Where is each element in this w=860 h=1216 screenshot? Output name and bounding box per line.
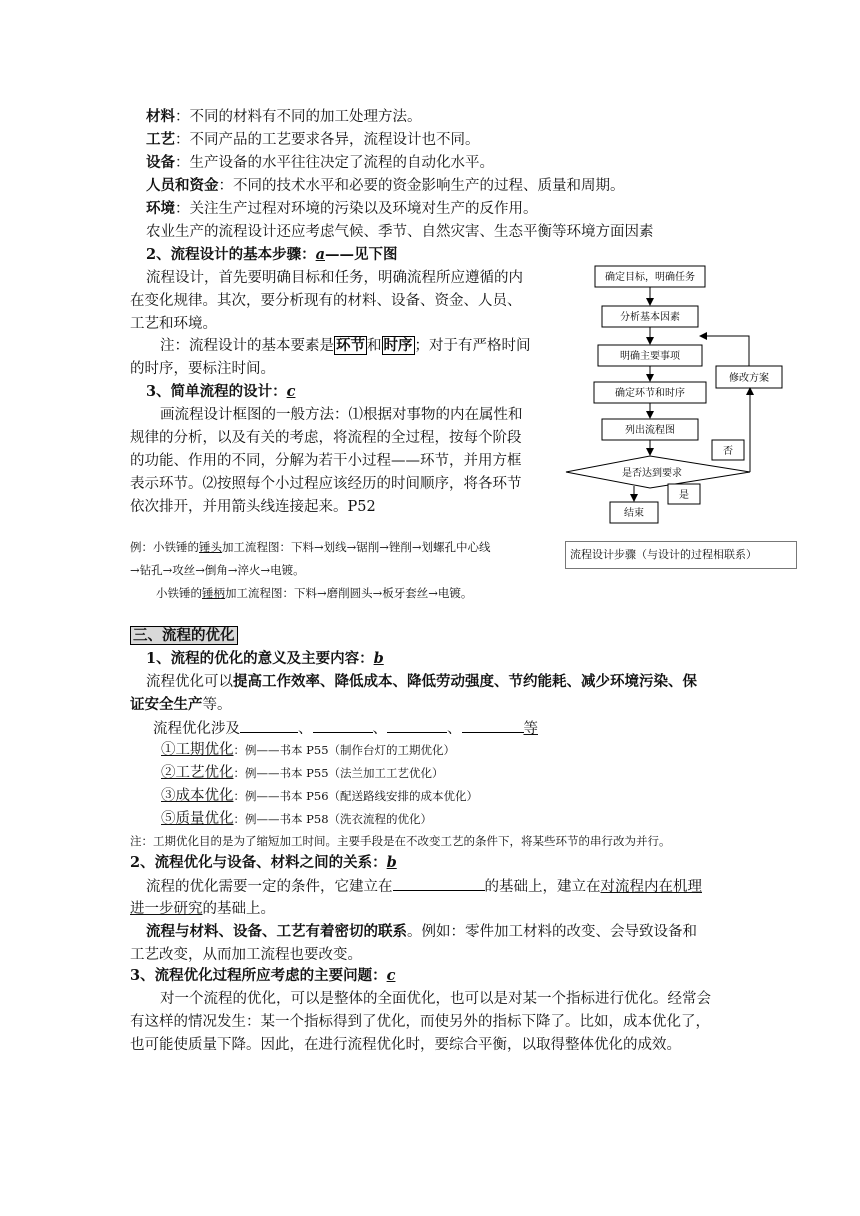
section-3-3-heading: 3、流程优化过程所应考虑的主要问题：c <box>130 967 396 984</box>
opt-item-quality: ⑤质量优化：例——书本 P58（洗衣流程的优化） <box>161 811 433 827</box>
p32b-line-1: 流程与材料、设备、工艺有着密切的联系。例如：零件加工材料的改变、会导致设备和 <box>146 923 697 940</box>
flow-box-goal-label: 确定目标，明确任务 <box>605 272 695 283</box>
section-2-heading: 2、流程设计的基本步骤：a——见下图 <box>146 246 398 263</box>
flow-design-steps-diagram <box>560 258 792 572</box>
flow-box-end-label: 结束 <box>624 508 644 519</box>
note-3-1: 注：工期优化目的是为了缩短加工时间。主要手段是在不改变工艺的条件下，将某些环节的串行改为并行。 <box>130 834 671 848</box>
p2-line-2: 在变化规律。其次，要分析现有的材料、设备、资金、人员、 <box>130 293 522 309</box>
p33-line-1: 对一个流程的优化，可以是整体的全面优化，也可以是对某一个指标进行优化。经常会 <box>160 991 711 1007</box>
p3-line-4: 表示环节。⑵按照每个小过程应该经历的时间顺序，将各环节 <box>130 476 522 492</box>
flow-box-analyze-label: 分析基本因素 <box>620 312 680 323</box>
hammer-handle-example: 小铁锤的锤柄加工流程图：下料→磨削圆头→板牙套丝→电镀。 <box>156 586 473 600</box>
factor-equipment: 设备：生产设备的水平往往决定了流程的自动化水平。 <box>146 154 494 171</box>
opt-line: 流程优化涉及 、 、 、 等 <box>153 718 538 739</box>
p3-line-1: 画流程设计框图的一般方法：⑴根据对事物的内在属性和 <box>160 407 523 423</box>
section-3-2-heading: 2、流程优化与设备、材料之间的关系：b <box>130 854 397 871</box>
factor-process: 工艺：不同产品的工艺要求各异，流程设计也不同。 <box>146 131 480 148</box>
flow-no-label: 否 <box>723 446 733 457</box>
opt-item-process: ②工艺优化：例——书本 P55（法兰加工工艺优化） <box>161 765 444 781</box>
flow-box-draw-chart-label: 列出流程图 <box>625 425 675 436</box>
opt-item-cost: ③成本优化：例——书本 P56（配送路线安排的成本优化） <box>161 788 479 804</box>
p3-line-3: 的功能、作用的不同，分解为若干小过程——环节，并用方框 <box>130 453 522 469</box>
note-2-line-2: 的时序，要标注时间。 <box>130 361 275 377</box>
section-3-heading: 3、简单流程的设计：c <box>146 383 296 400</box>
flow-box-modify-label: 修改方案 <box>729 373 769 384</box>
p31-line-1: 流程优化可以提高工作效率、降低成本、降低劳动强度、节约能耗、减少环境污染、保 <box>146 673 697 690</box>
note-2: 注：流程设计的基本要素是 环节 和 时序 ；对于有严格时间 <box>160 337 531 354</box>
p3-line-2: 规律的分析，以及有关的考虑，将流程的全过程，按每个阶段 <box>130 430 522 446</box>
factor-staff-funds: 人员和资金：不同的技术水平和必要的资金影响生产的过程、质量和周期。 <box>146 177 625 194</box>
hammer-head-example-line-2: →钻孔→攻丝→倒角→淬火→电镀。 <box>130 563 305 577</box>
part-3-heading: 三、流程的优化 <box>130 626 238 646</box>
agri-line: 农业生产的流程设计还应考虑气候、季节、自然灾害、生态平衡等环境方面因素 <box>146 224 654 240</box>
p33-line-3: 也可能使质量下降。因此，在进行流程优化时，要综合平衡，以取得整体优化的成效。 <box>130 1037 681 1053</box>
flow-decision-label: 是否达到要求 <box>622 468 682 479</box>
p2-line-3: 工艺和环境。 <box>130 316 217 332</box>
p33-line-2: 有这样的情况发生：某一个指标得到了优化，而使另外的指标下降了。比如，成本优化了， <box>130 1014 710 1030</box>
flow-box-steps-timing-label: 确定环节和时序 <box>615 388 685 399</box>
opt-item-schedule: ①工期优化：例——书本 P55（制作台灯的工期优化） <box>161 742 456 758</box>
factor-material: 材料：不同的材料有不同的加工处理方法。 <box>146 108 422 125</box>
p32-line-2: 进一步研究的基础上。 <box>130 901 275 917</box>
p32b-line-2: 工艺改变，从而加工流程也要改变。 <box>130 947 362 963</box>
flow-box-main-items-label: 明确主要事项 <box>620 351 680 362</box>
p3-line-5: 依次排开，并用箭头线连接起来。P52 <box>130 499 376 515</box>
p32-line-1: 流程的优化需要一定的条件，它建立在 的基础上，建立在对流程内在机理 <box>146 876 702 897</box>
p2-line-1: 流程设计，首先要明确目标和任务，明确流程所应遵循的内 <box>146 270 523 286</box>
p31-line-2: 证安全生产等。 <box>130 696 232 713</box>
hammer-head-example: 例：小铁锤的锤头加工流程图：下料→划线→锯削→锉削→划螺孔中心线 <box>130 540 491 554</box>
flow-yes-label: 是 <box>679 490 689 501</box>
factor-environment: 环境：关注生产过程对环境的污染以及环境对生产的反作用。 <box>146 200 538 217</box>
section-3-1-heading: 1、流程的优化的意义及主要内容：b <box>146 650 384 667</box>
flow-caption: 流程设计步骤（与设计的过程相联系） <box>565 541 797 569</box>
